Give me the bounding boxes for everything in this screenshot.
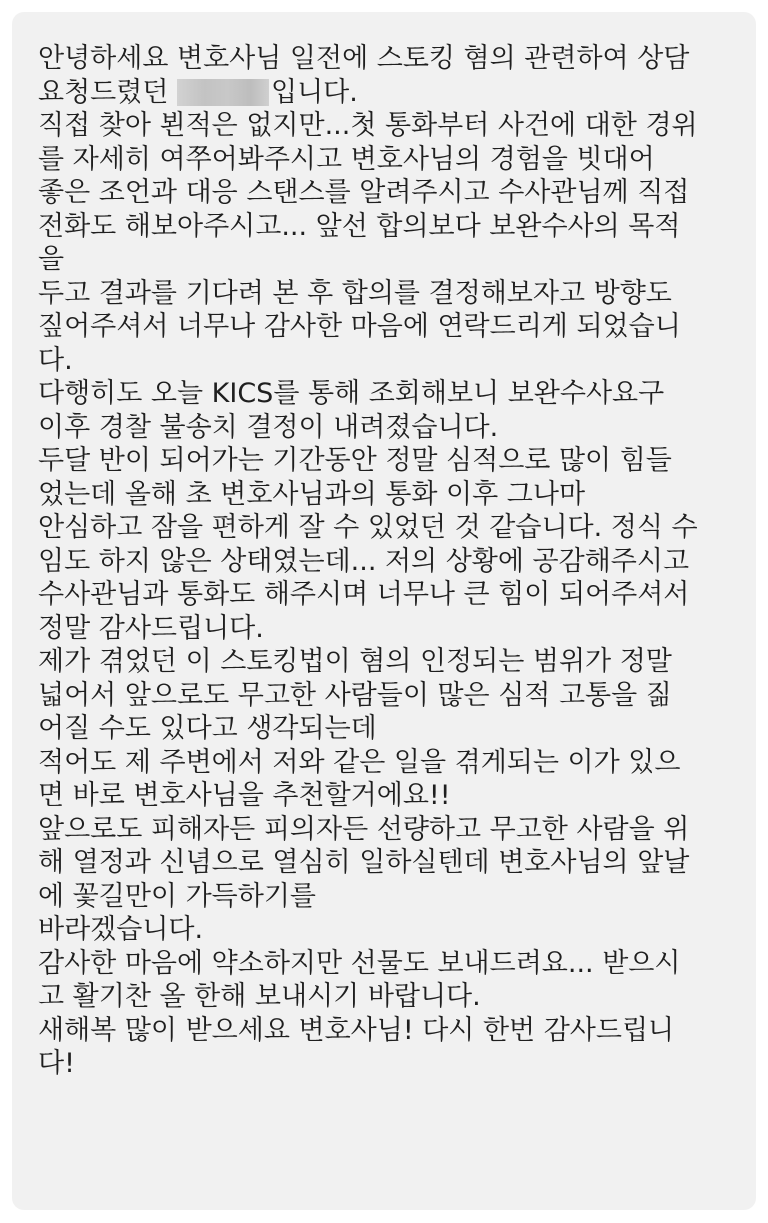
message-line: 에 꽃길만이 가득하기를 [38,880,316,912]
message-line: 다! [38,1048,75,1079]
message-line [38,76,734,110]
message-line-part: 입니다. [271,76,358,108]
message-line: 안녕하세요 변호사님 일전에 스토킹 혐의 관련하여 상담 [38,43,690,74]
message-line: 면 바로 변호사님을 추천할거에요!! [38,780,451,811]
message-line: 적어도 제 주변에서 저와 같은 일을 겪게되는 이가 있으 [38,746,681,778]
message-line-part: 요청드렸던 [38,76,169,108]
message-line: 직접 찾아 뵌적은 없지만...첫 통화부터 사건에 대한 경위 [38,110,698,141]
message-line: 넓어서 앞으로도 무고한 사람들이 많은 심적 고통을 짊 [38,679,672,711]
message-line: 새해복 많이 받으세요 변호사님! 다시 한번 감사드립니 [38,1014,675,1046]
message-line: 었는데 올해 초 변호사님과의 통화 이후 그나마 [38,478,586,510]
message-line: 좋은 조언과 대응 스탠스를 알려주시고 수사관님께 직접 [38,177,690,208]
message-line: 임도 하지 않은 상태였는데... 저의 상황에 공감해주시고 [38,545,690,577]
message-line: 앞으로도 피해자든 피의자든 선량하고 무고한 사람을 위 [38,813,690,845]
message-line: 다. [38,344,73,376]
message-line: 두달 반이 되어가는 기간동안 정말 심적으로 많이 힘들 [38,445,672,476]
redacted-name-block [177,79,269,106]
message-line: 제가 겪었던 이 스토킹법이 혐의 인정되는 범위가 정말 [38,646,672,677]
message-line: 어질 수도 있다고 생각되는데 [38,713,377,744]
message-line: 정말 감사드립니다. [38,612,264,644]
message-line: 을 [38,244,65,275]
message-bubble [12,12,756,1210]
message-line: 해 열정과 신념으로 열심히 일하실텐데 변호사님의 앞날 [38,847,690,878]
message-line: 짚어주셔서 너무나 감사한 마음에 연락드리게 되었습니 [38,311,681,342]
message-line: 감사한 마음에 약소하지만 선물도 보내드려요... 받으시 [38,947,681,979]
message-line: 수사관님과 통화도 해주시며 너무나 큰 힘이 되어주셔서 [38,579,690,610]
message-line: 바라겠습니다. [38,914,204,945]
message-line: 이후 경찰 불송치 결정이 내려졌습니다. [38,411,499,443]
message-line: 전화도 해보아주시고... 앞선 합의보다 보완수사의 목적 [38,210,681,242]
message-line: 를 자세히 여쭈어봐주시고 변호사님의 경험을 빗대어 [38,143,655,175]
message-line: 안심하고 잠을 편하게 잘 수 있었던 것 같습니다. 정식 수 [38,512,698,543]
message-line: 고 활기찬 올 한해 보내시기 바랍니다. [38,981,481,1012]
message-line: 다행히도 오늘 KICS를 통해 조회해보니 보완수사요구 [38,378,665,409]
message-line: 두고 결과를 기다려 본 후 합의를 결정해보자고 방향도 [38,277,672,309]
